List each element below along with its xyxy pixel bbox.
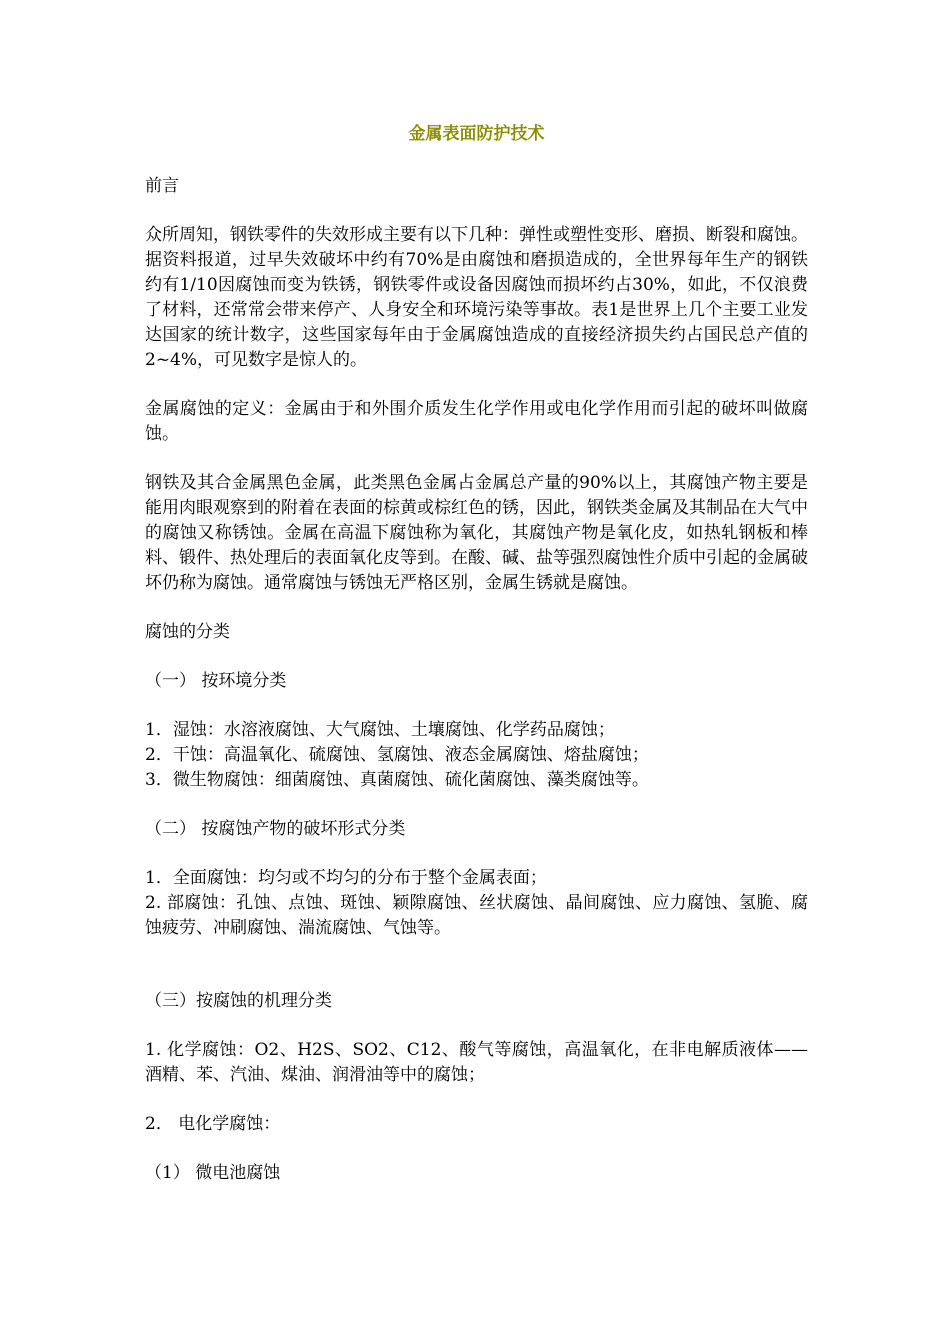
- list-item: 1. 化学腐蚀：O2、H2S、SO2、C12、酸气等腐蚀，高温氧化，在非电解质液体——酒精、苯、汽油、煤油、润滑油等中的腐蚀；: [145, 1040, 808, 1085]
- paragraph-ferrous-metals: 钢铁及其合金属黑色金属，此类黑色金属占金属总产量的90%以上，其腐蚀产物主要是能用肉眼观察到的附着在表面的棕黄或棕红色的锈，因此，钢铁类金属及其制品在大气中的腐蚀又称锈蚀。金属在高温下腐蚀称为氧化，其腐蚀产物是氧化皮，如热轧钢板和棒料、锻件、热处理后的表面氧化皮等到。在酸、碱、盐等强烈腐蚀性介质中引起的金属破坏仍称为腐蚀。通常腐蚀与锈蚀无严格区别，金属生锈就是腐蚀。: [145, 473, 808, 593]
- list-item: 2. 部腐蚀：孔蚀、点蚀、斑蚀、颖隙腐蚀、丝状腐蚀、晶间腐蚀、应力腐蚀、氢脆、腐蚀疲劳、冲刷腐蚀、湍流腐蚀、气蚀等。: [145, 893, 808, 938]
- heading-classification: 腐蚀的分类: [145, 622, 230, 642]
- paragraph-definition: 金属腐蚀的定义：金属由于和外围介质发生化学作用或电化学作用而引起的破坏叫做腐蚀。: [145, 399, 808, 444]
- list-item: 3．微生物腐蚀：细菌腐蚀、真菌腐蚀、硫化菌腐蚀、藻类腐蚀等。: [145, 770, 649, 790]
- list-item: 1．湿蚀：水溶液腐蚀、大气腐蚀、土壤腐蚀、化学药品腐蚀；: [145, 720, 615, 740]
- section1-heading: （一） 按环境分类: [145, 671, 287, 691]
- document-title: 金属表面防护技术: [408, 124, 545, 144]
- paragraph-intro: 众所周知，钢铁零件的失效形成主要有以下几种：弹性或塑性变形、磨损、断裂和腐蚀。据资料报道，过早失效破坏中约有70%是由腐蚀和磨损造成的，全世界每年生产的钢铁约有1/10因腐蚀而变为铁锈，钢铁零件或设备因腐蚀而损坏约占30%，如此，不仅浪费了材料，还常常会带来停产、人身安全和环境污染等事故。表1是世界上几个主要工业发达国家的统计数字，这些国家每年由于金属腐蚀造成的直接经济损失约占国民总产值的2~4%，可见数字是惊人的。: [145, 225, 808, 370]
- heading-intro: 前言: [145, 176, 179, 196]
- document-page: [145, 122, 808, 1186]
- section2-heading: （二） 按腐蚀产物的破坏形式分类: [145, 819, 406, 839]
- list-subitem: （1） 微电池腐蚀: [145, 1163, 281, 1183]
- section3-heading: （三）按腐蚀的机理分类: [145, 991, 332, 1011]
- list-item: 2．干蚀：高温氧化、硫腐蚀、氢腐蚀、液态金属腐蚀、熔盐腐蚀；: [145, 745, 649, 765]
- list-item: 2． 电化学腐蚀：: [145, 1114, 281, 1134]
- list-item: 1．全面腐蚀：均匀或不均匀的分布于整个金属表面；: [145, 868, 547, 888]
